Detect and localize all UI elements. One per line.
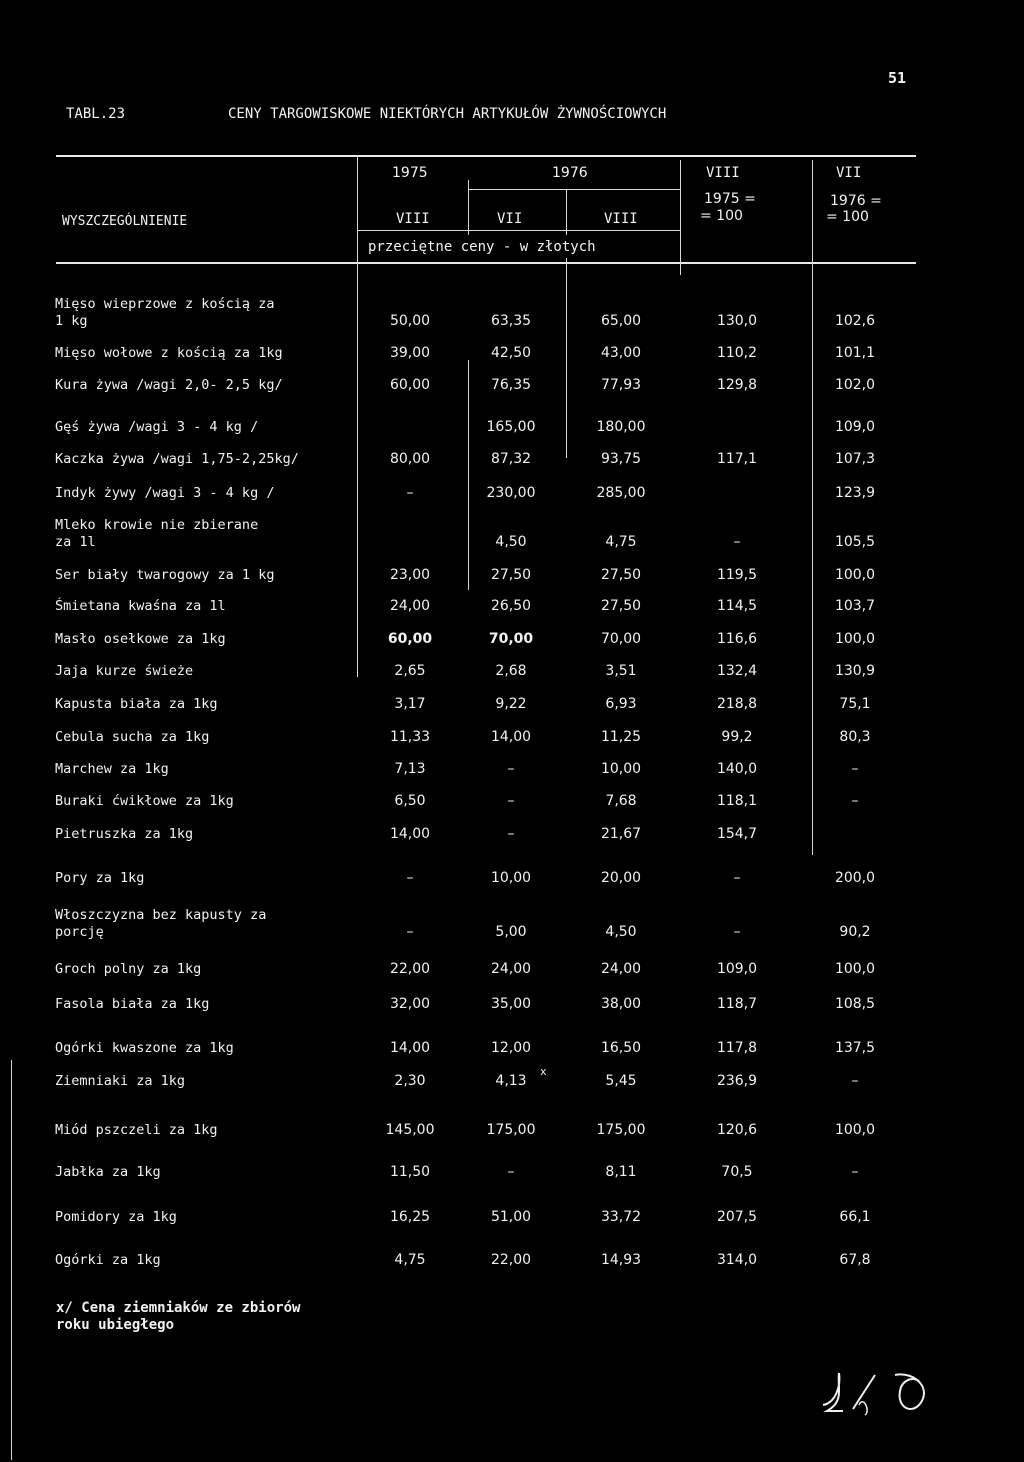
cell-c1: 23,00: [389, 567, 431, 583]
cell-c4: 116,6: [716, 631, 758, 647]
footnote-line1: x/ Cena ziemniaków ze zbiorów: [56, 1300, 301, 1316]
cell-c4: 118,1: [716, 793, 758, 809]
index1-base2: = 100: [700, 208, 743, 224]
cell-c5: 100,0: [834, 631, 876, 647]
cell-c3: 175,00: [596, 1122, 646, 1138]
index2-base2: = 100: [826, 209, 869, 225]
cell-c5: 100,0: [834, 961, 876, 977]
cell-c5: 103,7: [834, 598, 876, 614]
row-label: Fasola biała za 1kg: [55, 996, 210, 1012]
cell-c1: 50,00: [389, 313, 431, 329]
cell-c2: 35,00: [490, 996, 532, 1012]
cell-c5: 80,3: [839, 729, 871, 745]
cell-c1: 4,75: [394, 1252, 426, 1268]
cell-c3: 77,93: [600, 377, 642, 393]
row-label: Groch polny za 1kg: [55, 961, 202, 977]
cell-c4: 154,7: [716, 826, 758, 842]
cell-c5: 90,2: [839, 924, 871, 940]
year-1975: 1975: [392, 165, 428, 181]
row-label: Marchew za 1kg: [55, 761, 169, 777]
footnote-line2: roku ubiegłego: [56, 1317, 175, 1333]
cell-c2: 63,35: [490, 313, 532, 329]
row-label: Śmietana kwaśna za 1l: [55, 598, 226, 614]
header-rule-months: [358, 230, 680, 231]
table-title: CENY TARGOWISKOWE NIEKTÓRYCH ARTYKUŁÓW ŻYWNOŚCIOWYCH: [228, 106, 667, 122]
cell-c2: 51,00: [490, 1209, 532, 1225]
col-divider-5: [812, 160, 813, 275]
cell-c2: 5,00: [495, 924, 527, 940]
stub-header: WYSZCZEGÓLNIENIE: [62, 214, 188, 229]
cell-c2: 4,13: [495, 1073, 527, 1089]
cell-c1: 16,25: [389, 1209, 431, 1225]
row-label: Miód pszczeli za 1kg: [55, 1122, 218, 1138]
col-divider-2b: [468, 360, 469, 590]
cell-c4: –: [733, 924, 741, 940]
row-label: Mięso wołowe z kością za 1kg: [55, 345, 283, 361]
cell-c5: 102,0: [834, 377, 876, 393]
cell-c3: 11,25: [600, 729, 642, 745]
cell-c5: 75,1: [839, 696, 871, 712]
cell-c4: 218,8: [716, 696, 758, 712]
cell-c5: –: [851, 1164, 859, 1180]
cell-c4: 207,5: [716, 1209, 758, 1225]
cell-c2: 175,00: [486, 1122, 536, 1138]
cell-c3: 4,75: [605, 534, 637, 550]
cell-c2: 70,00: [488, 631, 534, 647]
cell-c3: 21,67: [600, 826, 642, 842]
cell-c4: 99,2: [721, 729, 753, 745]
header-bottom-rule: [56, 262, 916, 264]
cell-c2: –: [507, 761, 515, 777]
cell-c2: –: [507, 826, 515, 842]
cell-c4: 117,1: [716, 451, 758, 467]
cell-c1: –: [406, 924, 414, 940]
cell-c1: 80,00: [389, 451, 431, 467]
cell-c2: 22,00: [490, 1252, 532, 1268]
col-divider-3: [566, 190, 567, 235]
cell-c4: 70,5: [721, 1164, 753, 1180]
cell-c1: 145,00: [385, 1122, 435, 1138]
cell-c5: 108,5: [834, 996, 876, 1012]
header-top-rule: [56, 155, 916, 157]
cell-c3: 20,00: [600, 870, 642, 886]
cell-c4: 117,8: [716, 1040, 758, 1056]
cell-c5: –: [851, 1073, 859, 1089]
cell-c5: 200,0: [834, 870, 876, 886]
cell-c5: 123,9: [834, 485, 876, 501]
cell-c1: 2,30: [394, 1073, 426, 1089]
cell-c4: 109,0: [716, 961, 758, 977]
col-divider-2: [468, 180, 469, 235]
row-label: Gęś żywa /wagi 3 - 4 kg /: [55, 419, 259, 435]
cell-c2: 14,00: [490, 729, 532, 745]
footnote-marker: x: [540, 1065, 547, 1078]
row-label: Ogórki za 1kg: [55, 1252, 161, 1268]
header-rule-1976: [468, 189, 680, 190]
row-label: Kapusta biała za 1kg: [55, 696, 218, 712]
cell-c3: 16,50: [600, 1040, 642, 1056]
row-label: Masło osełkowe za 1kg: [55, 631, 226, 647]
cell-c2: 87,32: [490, 451, 532, 467]
cell-c4: –: [733, 870, 741, 886]
cell-c3: 43,00: [600, 345, 642, 361]
month-1976-vii: VII: [497, 211, 523, 227]
row-label: Ser biały twarogowy za 1 kg: [55, 567, 275, 583]
cell-c1: 60,00: [389, 377, 431, 393]
cell-c5: 102,6: [834, 313, 876, 329]
index1-month: VIII: [706, 165, 740, 181]
cell-c1: 32,00: [389, 996, 431, 1012]
row-label: Mleko krowie nie zbierane: [55, 517, 259, 533]
row-label: Indyk żywy /wagi 3 - 4 kg /: [55, 485, 275, 501]
cell-c4: 140,0: [716, 761, 758, 777]
index2-month: VII: [836, 165, 862, 181]
cell-c1: 39,00: [389, 345, 431, 361]
cell-c2: –: [507, 1164, 515, 1180]
table-id: TABL.23: [66, 106, 126, 122]
row-label-continued: porcję: [55, 924, 104, 940]
cell-c3: 5,45: [605, 1073, 637, 1089]
row-label-continued: za 1l: [55, 534, 96, 550]
cell-c1: 2,65: [394, 663, 426, 679]
row-label: Pietruszka za 1kg: [55, 826, 194, 842]
cell-c3: 93,75: [600, 451, 642, 467]
row-label: Pory za 1kg: [55, 870, 145, 886]
cell-c4: 129,8: [716, 377, 758, 393]
row-label-continued: 1 kg: [55, 313, 88, 329]
year-1976: 1976: [552, 165, 588, 181]
cell-c2: 2,68: [495, 663, 527, 679]
cell-c5: 105,5: [834, 534, 876, 550]
cell-c3: 14,93: [600, 1252, 642, 1268]
row-label: Kura żywa /wagi 2,0- 2,5 kg/: [55, 377, 283, 393]
cell-c3: 33,72: [600, 1209, 642, 1225]
cell-c1: 3,17: [394, 696, 426, 712]
left-edge-line: [11, 1060, 12, 1460]
cell-c1: –: [406, 870, 414, 886]
cell-c3: 3,51: [605, 663, 637, 679]
cell-c2: 165,00: [486, 419, 536, 435]
cell-c3: 38,00: [600, 996, 642, 1012]
row-label: Cebula sucha za 1kg: [55, 729, 210, 745]
cell-c1: 22,00: [389, 961, 431, 977]
cell-c4: 114,5: [716, 598, 758, 614]
cell-c2: 4,50: [495, 534, 527, 550]
cell-c2: 10,00: [490, 870, 532, 886]
col-divider-4: [680, 160, 681, 275]
cell-c1: 60,00: [387, 631, 433, 647]
row-label: Buraki ćwikłowe za 1kg: [55, 793, 234, 809]
cell-c1: 6,50: [394, 793, 426, 809]
cell-c3: 24,00: [600, 961, 642, 977]
cell-c3: 285,00: [596, 485, 646, 501]
cell-c5: –: [851, 761, 859, 777]
cell-c4: 118,7: [716, 996, 758, 1012]
cell-c1: 14,00: [389, 1040, 431, 1056]
cell-c4: 119,5: [716, 567, 758, 583]
cell-c2: 230,00: [486, 485, 536, 501]
cell-c5: 109,0: [834, 419, 876, 435]
cell-c3: 10,00: [600, 761, 642, 777]
cell-c5: 101,1: [834, 345, 876, 361]
cell-c5: 100,0: [834, 1122, 876, 1138]
avg-price-note: przeciętne ceny - w złotych: [368, 239, 596, 255]
cell-c4: 132,4: [716, 663, 758, 679]
cell-c3: 70,00: [600, 631, 642, 647]
index2-base: 1976 =: [830, 193, 882, 209]
row-label: Jabłka za 1kg: [55, 1164, 161, 1180]
month-1976-viii: VIII: [604, 211, 638, 227]
cell-c5: 130,9: [834, 663, 876, 679]
cell-c5: 66,1: [839, 1209, 871, 1225]
cell-c3: 7,68: [605, 793, 637, 809]
cell-c1: –: [406, 485, 414, 501]
cell-c3: 6,93: [605, 696, 637, 712]
cell-c5: –: [851, 793, 859, 809]
cell-c4: –: [733, 534, 741, 550]
cell-c1: 24,00: [389, 598, 431, 614]
cell-c5: 107,3: [834, 451, 876, 467]
month-1975-viii: VIII: [396, 211, 430, 227]
cell-c4: 120,6: [716, 1122, 758, 1138]
cell-c2: –: [507, 793, 515, 809]
cell-c5: 137,5: [834, 1040, 876, 1056]
cell-c3: 27,50: [600, 567, 642, 583]
page-number: 51: [888, 69, 907, 87]
row-label: Pomidory za 1kg: [55, 1209, 177, 1225]
row-label: Jaja kurze świeże: [55, 663, 194, 679]
cell-c5: 100,0: [834, 567, 876, 583]
cell-c1: 7,13: [394, 761, 426, 777]
cell-c3: 27,50: [600, 598, 642, 614]
cell-c4: 236,9: [716, 1073, 758, 1089]
cell-c2: 42,50: [490, 345, 532, 361]
cell-c4: 130,0: [716, 313, 758, 329]
cell-c4: 314,0: [716, 1252, 758, 1268]
cell-c3: 65,00: [600, 313, 642, 329]
index1-base: 1975 =: [704, 191, 756, 207]
row-label: Mięso wieprzowe z kością za: [55, 296, 275, 312]
cell-c3: 8,11: [605, 1164, 637, 1180]
row-label: Ziemniaki za 1kg: [55, 1073, 186, 1089]
row-label: Ogórki kwaszone za 1kg: [55, 1040, 234, 1056]
cell-c2: 24,00: [490, 961, 532, 977]
cell-c5: 67,8: [839, 1252, 871, 1268]
cell-c1: 11,50: [389, 1164, 431, 1180]
row-label: Kaczka żywa /wagi 1,75-2,25kg/: [55, 451, 299, 467]
cell-c2: 9,22: [495, 696, 527, 712]
handwritten-signature: [815, 1365, 940, 1420]
cell-c1: 11,33: [389, 729, 431, 745]
cell-c1: 14,00: [389, 826, 431, 842]
cell-c2: 27,50: [490, 567, 532, 583]
cell-c2: 26,50: [490, 598, 532, 614]
row-label: Włoszczyzna bez kapusty za: [55, 907, 267, 923]
cell-c3: 180,00: [596, 419, 646, 435]
cell-c2: 76,35: [490, 377, 532, 393]
cell-c3: 4,50: [605, 924, 637, 940]
cell-c2: 12,00: [490, 1040, 532, 1056]
cell-c4: 110,2: [716, 345, 758, 361]
